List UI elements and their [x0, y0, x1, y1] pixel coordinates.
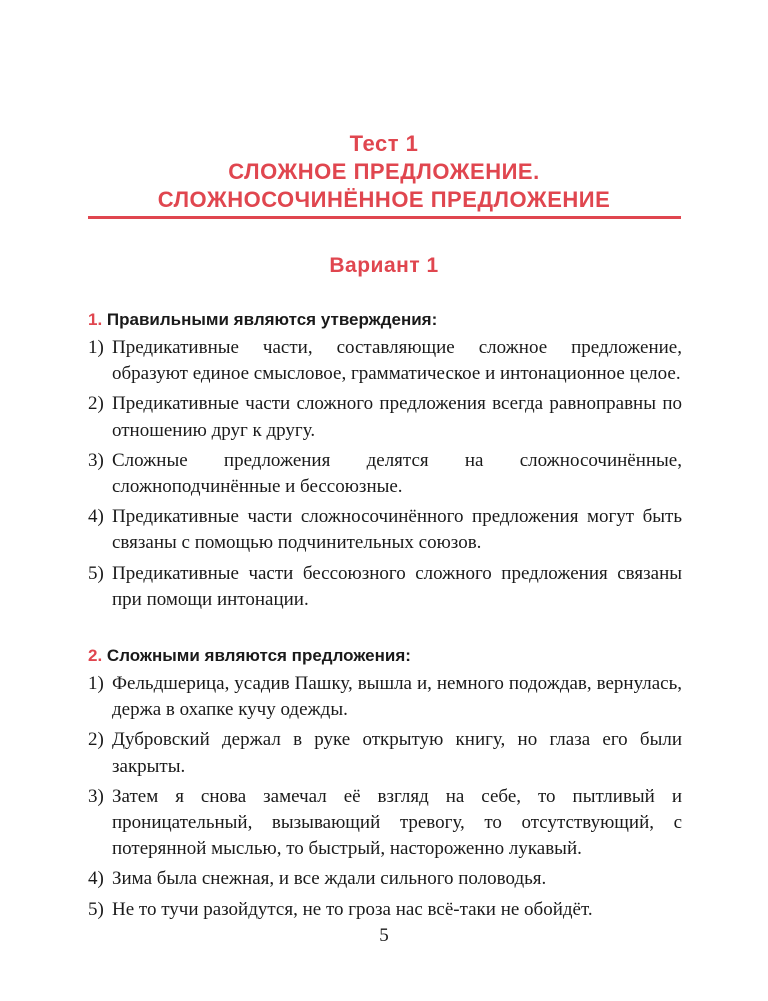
question-prompt: Правильными являются утверждения: [106, 310, 438, 329]
option-text: Не то тучи разойдутся, не то гроза нас всё-таки не обойдёт. [112, 898, 593, 920]
option-item [88, 335, 682, 387]
question-2 [88, 643, 682, 923]
option-item [88, 561, 682, 613]
question-prompt: Сложными являются предложения: [106, 646, 411, 665]
variant-title: Вариант 1 [329, 254, 439, 277]
option-item [88, 671, 682, 723]
options-list [88, 671, 682, 923]
option-number: 1) [88, 337, 104, 358]
option-number: 2) [88, 393, 104, 415]
question-title [88, 643, 682, 669]
test-title-line2: СЛОЖНОСОЧИНЁННОЕ ПРЕДЛОЖЕНИЕ [157, 187, 611, 212]
option-text: Предикативные части сложного предложения всегда равноправны по отношению друг к другу. [112, 393, 682, 441]
option-text: Затем я снова замечал её взгляд на себе, то пытливый и проницательный, вызывающий тревогу, то отсутствующий, с потерянной мыслью, то быстрый, настороженно лукавый. [112, 785, 682, 860]
option-item [88, 448, 682, 500]
options-list [88, 335, 682, 613]
option-number: 4) [88, 506, 104, 528]
option-text: Сложные предложения делятся на сложносочинённые, сложноподчинённые и бессоюзные. [112, 449, 682, 498]
option-number: 5) [88, 898, 104, 920]
option-item [88, 727, 682, 779]
question-number: 1. [88, 310, 103, 329]
option-number: 2) [88, 729, 104, 751]
option-item [88, 391, 682, 443]
option-number: 5) [88, 562, 104, 584]
option-number: 1) [88, 673, 104, 694]
question-1 [88, 307, 682, 613]
option-item [88, 866, 682, 892]
header-divider [88, 216, 681, 219]
option-text: Предикативные части, составляющие сложное предложение, образуют единое смысловое, грамматическое и интонационное целое. [112, 337, 682, 385]
option-text: Дубровский держал в руке открытую книгу, но глаза его были закрыты. [112, 729, 682, 777]
option-text: Предикативные части бессоюзного сложного предложения связаны при помощи интонации. [112, 562, 682, 610]
option-text: Зима была снежная, и все ждали сильного половодья. [112, 868, 547, 890]
question-title [88, 307, 682, 333]
option-text: Фельдшерица, усадив Пашку, вышла и, немного подождав, вернулась, держа в охапке кучу одежды. [112, 673, 682, 721]
option-item [88, 897, 682, 923]
question-number: 2. [88, 646, 103, 665]
page-number: 5 [379, 925, 389, 946]
test-title-line1: СЛОЖНОЕ ПРЕДЛОЖЕНИЕ. [228, 159, 540, 184]
option-text: Предикативные части сложносочинённого предложения могут быть связаны с помощью подчинительных союзов. [112, 506, 682, 554]
option-number: 3) [88, 785, 104, 807]
option-number: 3) [88, 449, 104, 471]
option-item [88, 784, 682, 863]
option-item [88, 504, 682, 556]
test-number: Тест 1 [349, 131, 419, 156]
option-number: 4) [88, 868, 104, 890]
test-header [88, 130, 680, 214]
